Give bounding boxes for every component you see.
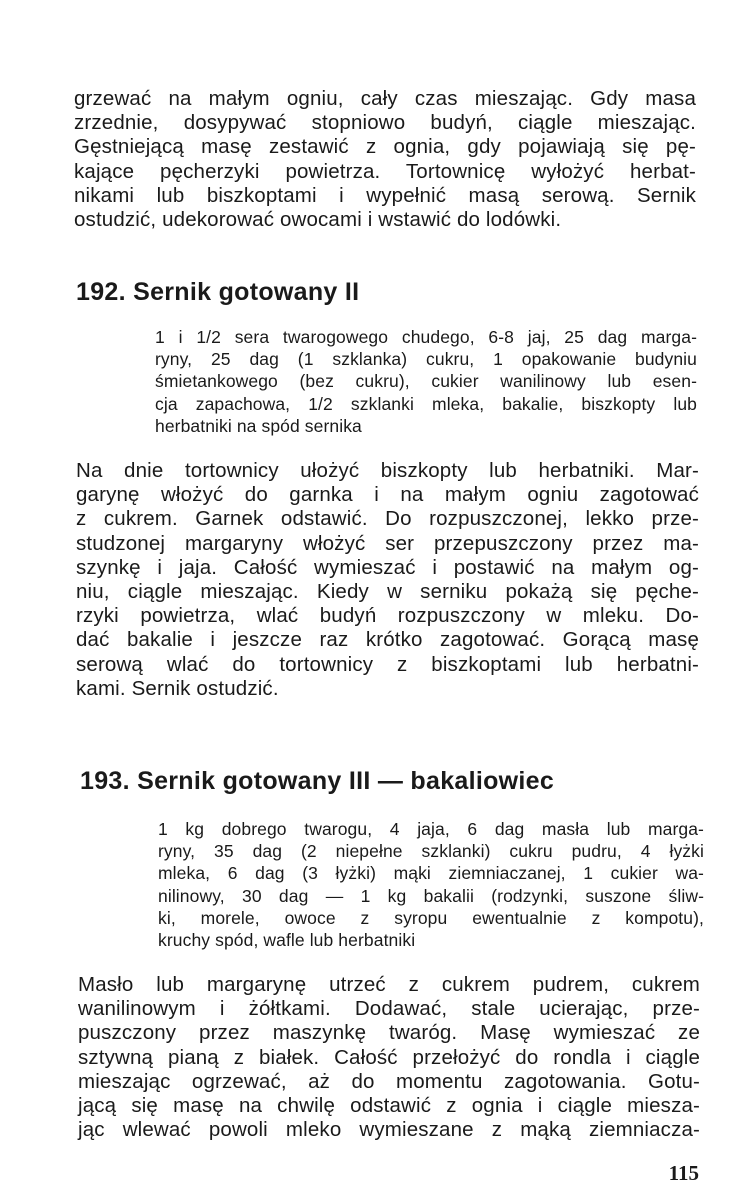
- text-line: sztywną pianą z białek. Całość przełożyć do rondla i ciągle: [78, 1045, 700, 1069]
- text-line: szynkę i jaja. Całość wymieszać i postawić na małym og-: [76, 555, 699, 579]
- ingredient-line: ryny, 25 dag (1 szklanka) cukru, 1 opakowanie budyniu: [155, 349, 697, 370]
- ingredient-line: ryny, 35 dag (2 niepełne szklanki) cukru pudru, 4 łyżki: [158, 841, 704, 862]
- text-line: z cukrem. Garnek odstawić. Do rozpuszczonej, lekko prze-: [76, 507, 699, 531]
- ingredient-line: ki, morele, owoce z syropu ewentualnie z kompotu),: [158, 907, 704, 928]
- ingredient-line: nilinowy, 30 dag — 1 kg bakalii (rodzynki, suszone śliw-: [158, 885, 704, 906]
- text-line: mieszając ogrzewać, aż do momentu zagotowania. Gotu-: [78, 1069, 700, 1093]
- ingredient-line: śmietankowego (bez cukru), cukier wanilinowy lub esen-: [155, 371, 697, 392]
- page-number: 115: [668, 1161, 699, 1185]
- text-line: garynę włożyć do garnka i na małym ogniu zagotować: [76, 483, 699, 507]
- ingredient-line: mleka, 6 dag (3 łyżki) mąki ziemniaczanej, 1 cukier wa-: [158, 863, 704, 884]
- text-line: ostudzić, udekorować owocami i wstawić do lodówki.: [74, 208, 562, 232]
- text-line: niu, ciągle mieszając. Kiedy w serniku pokażą się pęche-: [76, 580, 699, 604]
- text-line: Masło lub margarynę utrzeć z cukrem pudrem, cukrem: [78, 973, 700, 996]
- text-line: zrzednie, dosypywać stopniowo budyń, ciągle mieszając.: [74, 111, 696, 135]
- recipe-192-ingredients: [155, 326, 697, 437]
- recipe-193-heading: 193. Sernik gotowany III — bakaliowiec: [80, 767, 555, 795]
- ingredient-line: cja zapachowa, 1/2 szklanki mleka, bakalie, biszkopty lub: [155, 393, 697, 414]
- recipe-192-heading: 192. Sernik gotowany II: [76, 278, 360, 306]
- ingredient-line: 1 kg dobrego twarogu, 4 jaja, 6 dag masła lub marga-: [158, 819, 704, 839]
- ingredient-line: kruchy spód, wafle lub herbatniki: [158, 930, 416, 951]
- text-line: jąc wlewać powoli mleko wymieszane z mąką ziemniacza-: [78, 1118, 700, 1142]
- text-line: wanilinowym i żółtkami. Dodawać, stale ucierając, prze-: [78, 997, 700, 1021]
- intro-paragraph: [74, 87, 696, 232]
- recipe-192-method: [76, 459, 699, 701]
- recipe-193-method: [78, 973, 700, 1142]
- text-line: rzyki powietrza, wlać budyń rozpuszczony w mleku. Do-: [76, 604, 699, 628]
- text-line: Na dnie tortownicy ułożyć biszkopty lub herbatniki. Mar-: [76, 459, 699, 482]
- text-line: dać bakalie i jeszcze raz krótko zagotować. Gorącą masę: [76, 628, 699, 652]
- text-line: jącą się masę na chwilę odstawić z ognia i ciągle miesza-: [78, 1094, 700, 1118]
- ingredient-line: 1 i 1/2 sera twarogowego chudego, 6-8 jaj, 25 dag marga-: [155, 327, 697, 347]
- ingredient-line: herbatniki na spód sernika: [155, 415, 362, 436]
- text-line: puszczony przez maszynkę twaróg. Masę wymieszać ze: [78, 1021, 700, 1045]
- recipe-193-ingredients: [158, 818, 704, 951]
- text-line: kami. Sernik ostudzić.: [76, 676, 279, 700]
- text-line: kające pęcherzyki powietrza. Tortownicę wyłożyć herbat-: [74, 159, 696, 183]
- text-line: studzonej margaryny włożyć ser przepuszczony przez ma-: [76, 531, 699, 555]
- text-line: grzewać na małym ogniu, cały czas mieszając. Gdy masa: [74, 87, 696, 110]
- text-line: nikami lub biszkoptami i wypełnić masą serową. Sernik: [74, 183, 696, 207]
- text-line: Gęstniejącą masę zestawić z ognia, gdy pojawiają się pę-: [74, 135, 696, 159]
- text-line: serową wlać do tortownicy z biszkoptami lub herbatni-: [76, 652, 699, 676]
